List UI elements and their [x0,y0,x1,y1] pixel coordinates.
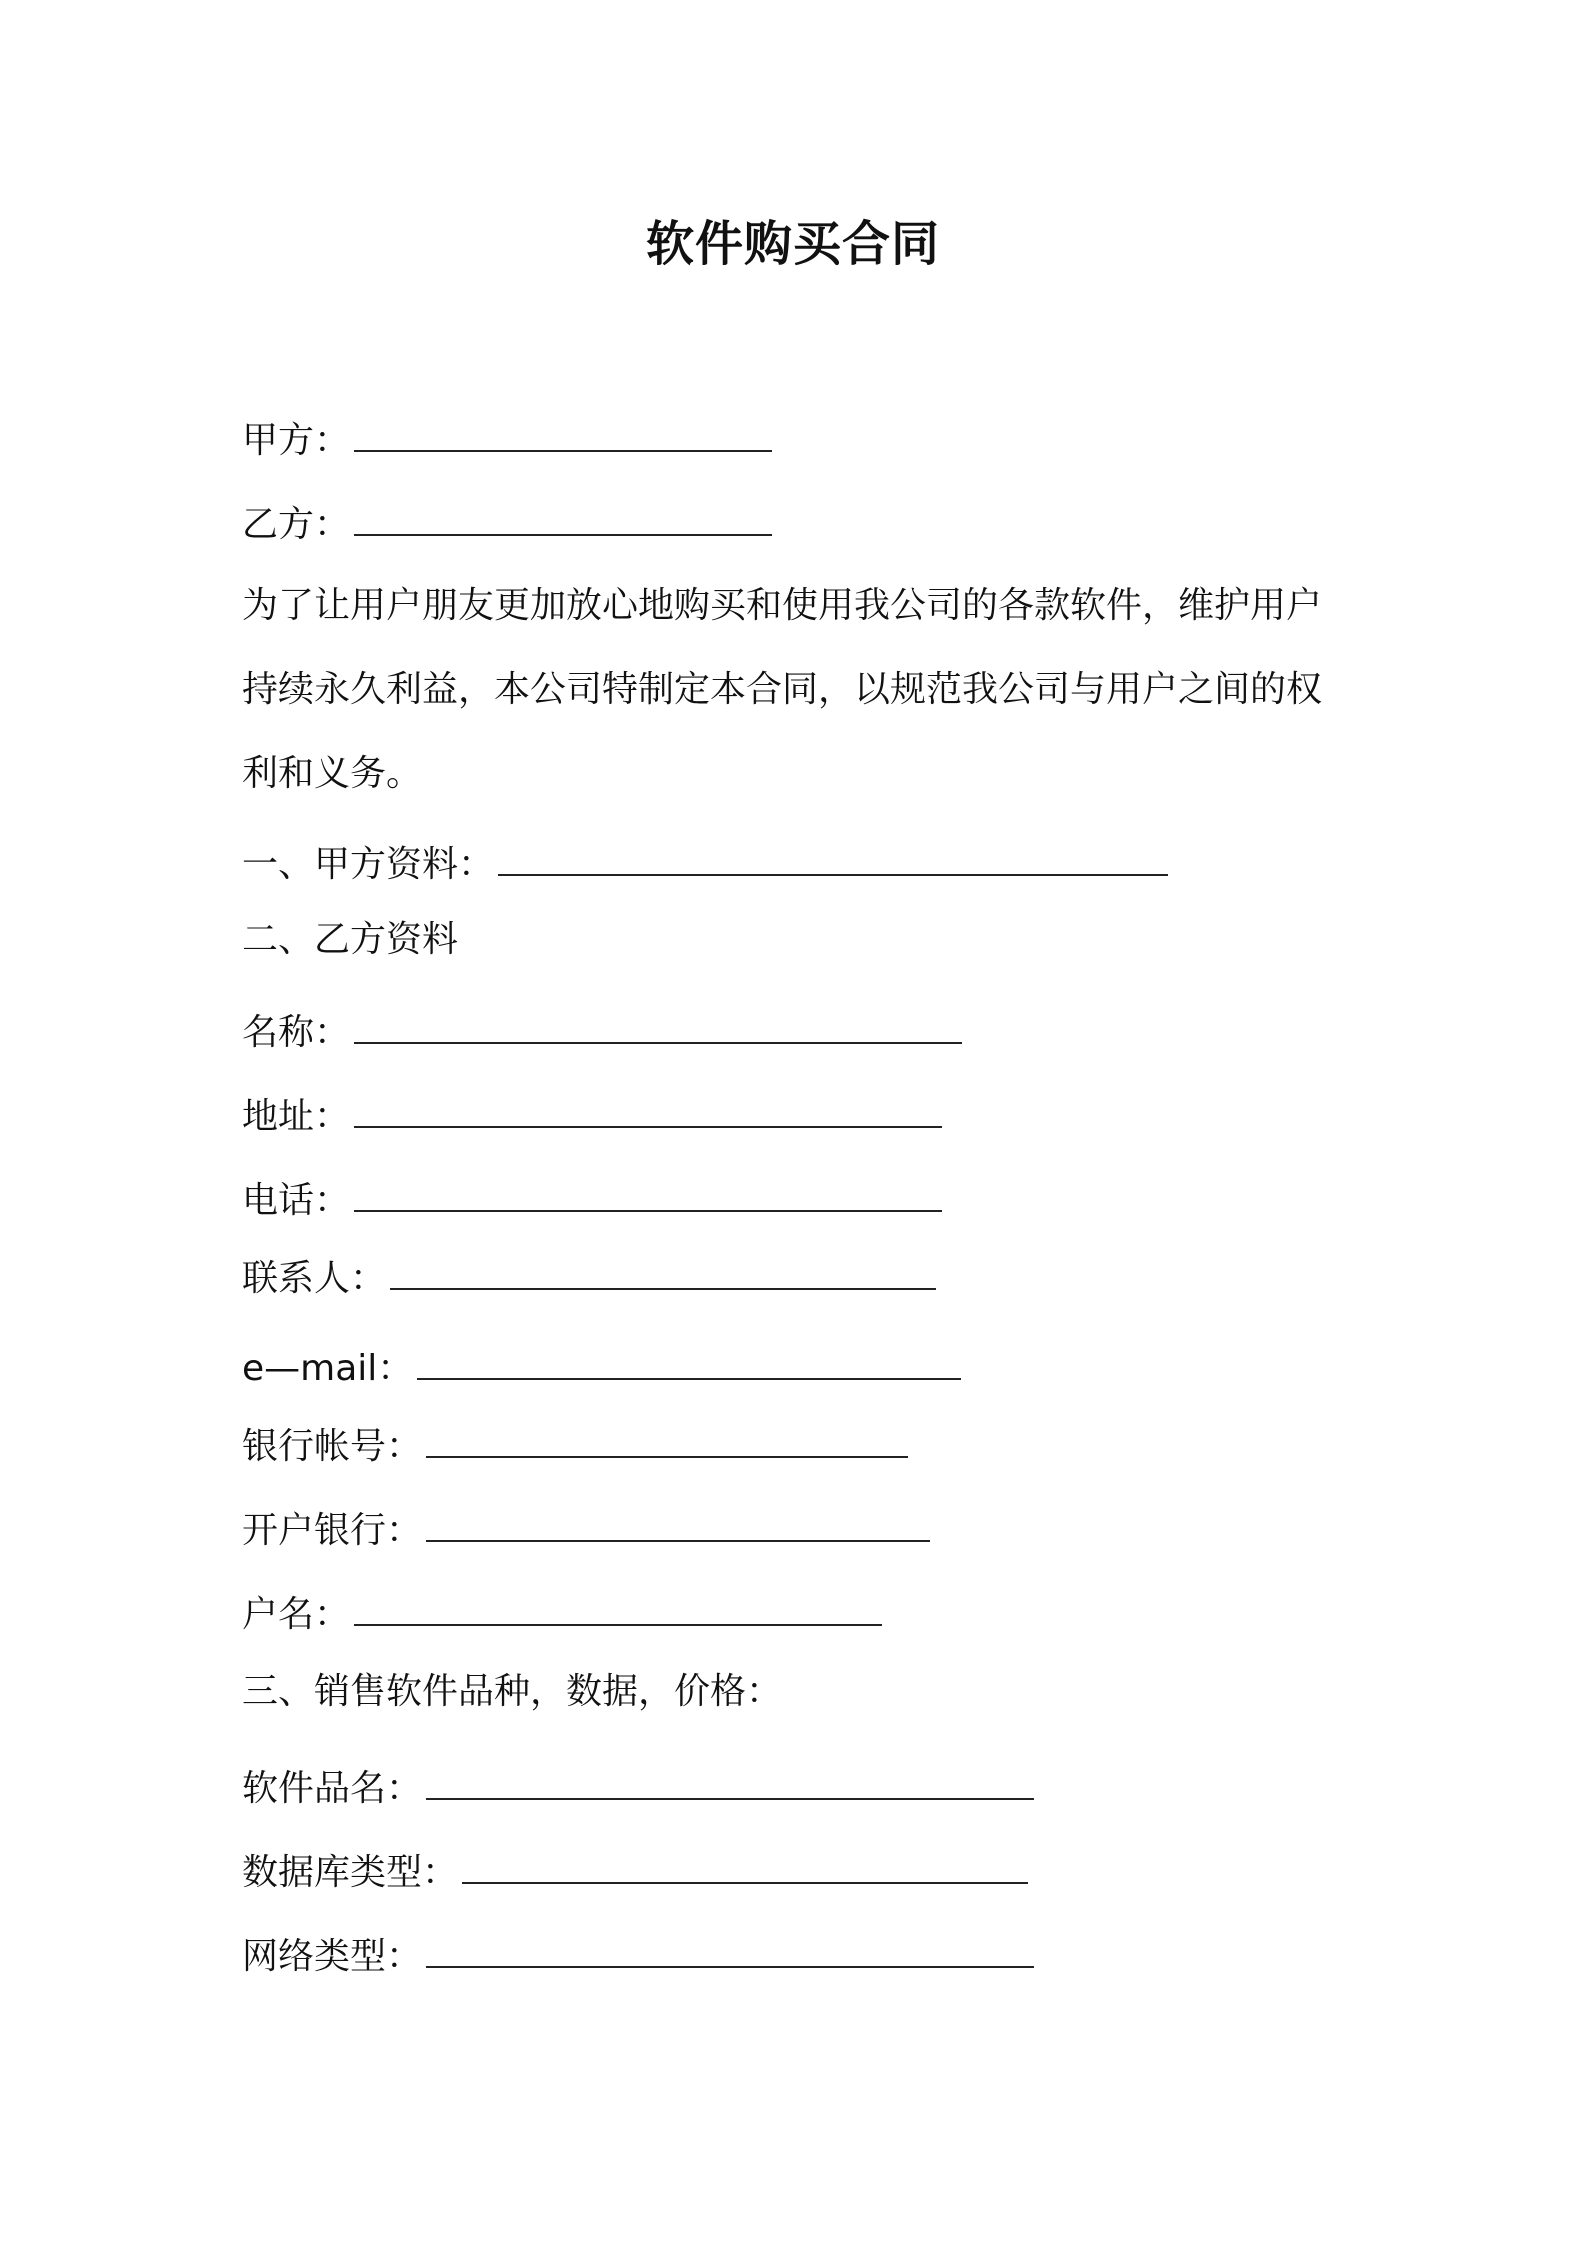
party-b-label: 乙方： [242,504,351,545]
bank-account-row [242,1418,908,1471]
intro-line-3: 利和义务。 [242,753,423,794]
section-1-row [242,836,1168,889]
document-title: 软件购买合同 [645,216,940,272]
network-type-row [242,1928,1034,1981]
party-a-blank[interactable] [354,412,772,452]
software-name-row [242,1760,1034,1813]
section-3-heading [242,1668,782,1716]
bank-account-blank[interactable] [426,1418,908,1458]
network-type-blank[interactable] [426,1928,1034,1968]
network-type-label: 网络类型： [242,1936,423,1977]
db-type-label: 数据库类型： [242,1852,459,1893]
bank-account-label: 银行帐号： [242,1426,423,1467]
contact-row [242,1250,936,1303]
account-name-row [242,1586,882,1639]
email-blank[interactable] [417,1340,961,1380]
email-row [242,1340,961,1393]
section-3-label: 三、销售软件品种，数据，价格： [242,1671,783,1712]
intro-line-2: 持续永久利益，本公司特制定本合同，以规范我公司与用户之间的权 [242,669,1323,710]
party-a-row [242,412,772,465]
account-name-blank[interactable] [354,1586,882,1626]
section-2-label: 二、乙方资料 [242,919,459,960]
bank-label: 开户银行： [242,1510,423,1551]
section-1-label: 一、甲方资料： [242,844,495,885]
bank-row [242,1502,930,1555]
party-a-label: 甲方： [242,420,351,461]
software-name-label: 软件品名： [242,1768,423,1809]
db-type-row [242,1844,1028,1897]
name-row [242,1004,962,1057]
name-label: 名称： [242,1012,351,1053]
software-name-blank[interactable] [426,1760,1034,1800]
party-b-row [242,496,772,549]
contact-blank[interactable] [390,1250,936,1290]
intro-paragraph [242,564,1362,816]
phone-row [242,1172,942,1225]
address-label: 地址： [242,1096,351,1137]
contact-label: 联系人： [242,1258,387,1299]
phone-label: 电话： [242,1180,351,1221]
address-blank[interactable] [354,1088,942,1128]
db-type-blank[interactable] [462,1844,1028,1884]
party-b-blank[interactable] [354,496,772,536]
account-name-label: 户名： [242,1594,351,1635]
name-blank[interactable] [354,1004,962,1044]
email-label: e—mail： [242,1348,414,1389]
phone-blank[interactable] [354,1172,942,1212]
bank-blank[interactable] [426,1502,930,1542]
intro-line-1: 为了让用户朋友更加放心地购买和使用我公司的各款软件，维护用户 [242,585,1323,626]
party-a-info-blank[interactable] [498,836,1168,876]
address-row [242,1088,942,1141]
section-2-heading [242,916,458,964]
